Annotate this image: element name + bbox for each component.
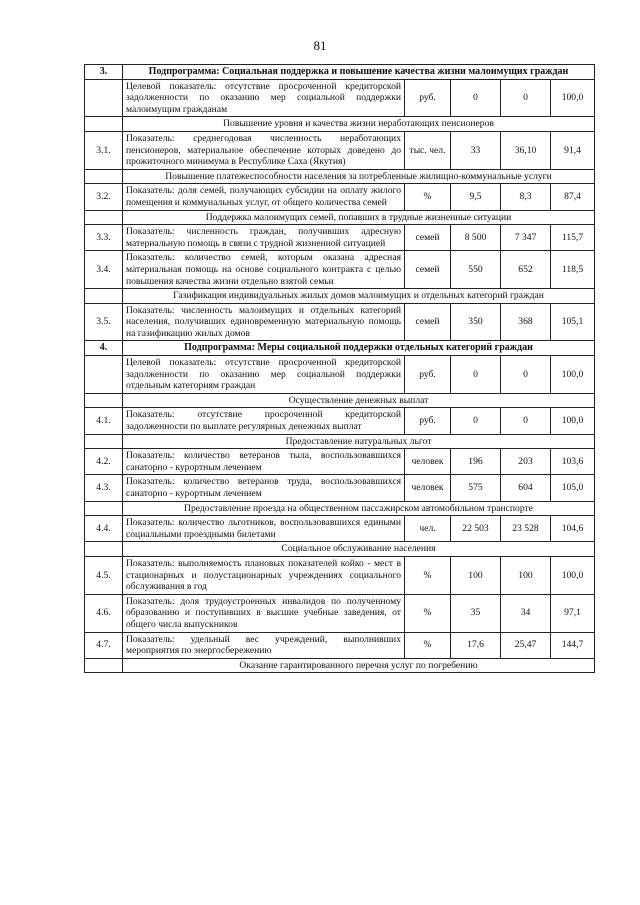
- percent-value: 104,6: [551, 516, 595, 542]
- indicator-row: [85, 79, 595, 117]
- section-row: [85, 542, 595, 557]
- subprogram-title: Подпрограмма: Социальная поддержка и повышение качества жизни малоимущих граждан: [123, 65, 595, 80]
- percent-value: 115,7: [551, 225, 595, 251]
- section-row: [85, 501, 595, 516]
- section-title: Повышение платежеспособности населения за потребленные жилищно-коммунальные услуги: [123, 169, 595, 184]
- plan-value: 17,6: [451, 632, 501, 658]
- indicator-text: Показатель: количество ветеранов труда, воспользовавшихся санаторно - курортным лечением: [123, 475, 405, 501]
- section-row: [85, 658, 595, 673]
- percent-value: 87,4: [551, 184, 595, 210]
- indicator-text: Показатель: среднегодовая численность неработающих пенсионеров, материальное обеспечение которых доведено до прожиточного минимума в Республике Саха (Якутия): [123, 131, 405, 169]
- fact-value: 8,3: [501, 184, 551, 210]
- unit-cell: человек: [405, 449, 451, 475]
- plan-value: 35: [451, 594, 501, 632]
- subprogram-row: [85, 65, 595, 80]
- fact-value: 100: [501, 556, 551, 594]
- empty-cell: [85, 501, 123, 516]
- indicators-table: [84, 64, 595, 673]
- subprogram-title: Подпрограмма: Меры социальной поддержки отдельных категорий граждан: [123, 341, 595, 356]
- section-title: Повышение уровня и качества жизни неработающих пенсионеров: [123, 117, 595, 132]
- indicator-row: [85, 475, 595, 501]
- plan-value: 33: [451, 131, 501, 169]
- indicator-row: [85, 131, 595, 169]
- section-row: [85, 169, 595, 184]
- plan-value: 22 503: [451, 516, 501, 542]
- row-number: 4.5.: [85, 556, 123, 594]
- indicator-row: [85, 184, 595, 210]
- row-number: 4.6.: [85, 594, 123, 632]
- section-row: [85, 117, 595, 132]
- empty-cell: [85, 658, 123, 673]
- indicator-text: Показатель: доля семей, получающих субсидии на оплату жилого помещения и коммунальных услуг, от общего количества семей: [123, 184, 405, 210]
- indicator-row: [85, 356, 595, 394]
- row-number: 3.1.: [85, 131, 123, 169]
- unit-cell: семей: [405, 303, 451, 341]
- row-number: [85, 356, 123, 394]
- plan-value: 350: [451, 303, 501, 341]
- indicator-text: Показатель: количество ветеранов тыла, воспользовавшихся санаторно - курортным лечением: [123, 449, 405, 475]
- indicator-row: [85, 303, 595, 341]
- plan-value: 575: [451, 475, 501, 501]
- section-title: Предоставление натуральных льгот: [123, 434, 595, 449]
- plan-value: 0: [451, 408, 501, 434]
- percent-value: 100,0: [551, 356, 595, 394]
- percent-value: 105,0: [551, 475, 595, 501]
- section-row: [85, 434, 595, 449]
- row-number: 4.2.: [85, 449, 123, 475]
- section-title: Осуществление денежных выплат: [123, 393, 595, 408]
- fact-value: 25,47: [501, 632, 551, 658]
- indicator-row: [85, 556, 595, 594]
- row-number: 3.3.: [85, 225, 123, 251]
- fact-value: 36,10: [501, 131, 551, 169]
- row-number: 3.: [85, 65, 123, 80]
- unit-cell: семей: [405, 251, 451, 289]
- percent-value: 97,1: [551, 594, 595, 632]
- indicator-text: Показатель: численность граждан, получивших адресную материальную помощь в связи с трудной жизненной ситуацией: [123, 225, 405, 251]
- percent-value: 100,0: [551, 556, 595, 594]
- row-number: 4.3.: [85, 475, 123, 501]
- indicator-row: [85, 516, 595, 542]
- plan-value: 0: [451, 356, 501, 394]
- unit-cell: %: [405, 184, 451, 210]
- unit-cell: семей: [405, 225, 451, 251]
- plan-value: 8 500: [451, 225, 501, 251]
- row-number: 4.7.: [85, 632, 123, 658]
- unit-cell: человек: [405, 475, 451, 501]
- subprogram-row: [85, 341, 595, 356]
- unit-cell: %: [405, 632, 451, 658]
- fact-value: 203: [501, 449, 551, 475]
- fact-value: 0: [501, 356, 551, 394]
- indicators-table-body: [85, 65, 595, 673]
- plan-value: 9,5: [451, 184, 501, 210]
- unit-cell: руб.: [405, 356, 451, 394]
- row-number: [85, 79, 123, 117]
- indicator-text: Целевой показатель: отсутствие просроченной кредиторской задолженности по оказанию мер социальной поддержки малоимущим гражданам: [123, 79, 405, 117]
- indicator-text: Показатель: отсутствие просроченной кредиторской задолженности по выплате регулярных денежных выплат: [123, 408, 405, 434]
- percent-value: 118,5: [551, 251, 595, 289]
- indicator-row: [85, 408, 595, 434]
- unit-cell: %: [405, 594, 451, 632]
- indicator-row: [85, 632, 595, 658]
- indicator-text: Целевой показатель: отсутствие просроченной кредиторской задолженности по оказанию мер социальной поддержки отдельным категориям граждан: [123, 356, 405, 394]
- plan-value: 100: [451, 556, 501, 594]
- indicator-text: Показатель: удельный вес учреждений, выполнивших мероприятия по энергосбережению: [123, 632, 405, 658]
- plan-value: 550: [451, 251, 501, 289]
- indicator-text: Показатель: доля трудоустроенных инвалидов по полученному образованию и поступивших в высшие учебные заведения, от общего числа выпускников: [123, 594, 405, 632]
- plan-value: 196: [451, 449, 501, 475]
- percent-value: 100,0: [551, 408, 595, 434]
- indicator-text: Показатель: численность малоимущих и отдельных категорий населения, получивших единовременную материальную помощь на газификацию жилых домов: [123, 303, 405, 341]
- empty-cell: [85, 169, 123, 184]
- indicator-text: Показатель: количество семей, которым оказана адресная материальная помощь на основе социального контракта с целью повышения качества жизни отдельно взятой семьи: [123, 251, 405, 289]
- indicator-text: Показатель: количество льготников, воспользовавшихся едиными социальными проездными билетами: [123, 516, 405, 542]
- indicator-row: [85, 449, 595, 475]
- section-title: Поддержка малоимущих семей, попавших в трудные жизненные ситуации: [123, 210, 595, 225]
- unit-cell: руб.: [405, 79, 451, 117]
- empty-cell: [85, 289, 123, 304]
- row-number: 3.4.: [85, 251, 123, 289]
- fact-value: 34: [501, 594, 551, 632]
- fact-value: 652: [501, 251, 551, 289]
- percent-value: 91,4: [551, 131, 595, 169]
- row-number: 4.4.: [85, 516, 123, 542]
- page-number: 81: [313, 38, 327, 53]
- indicator-text: Показатель: выполняемость плановых показателей койко - мест в стационарных и полустационарных учреждениях социального обслуживания в год: [123, 556, 405, 594]
- plan-value: 0: [451, 79, 501, 117]
- fact-value: 604: [501, 475, 551, 501]
- fact-value: 0: [501, 408, 551, 434]
- section-title: Газификация индивидуальных жилых домов малоимущих и отдельных категорий граждан: [123, 289, 595, 304]
- row-number: 4.1.: [85, 408, 123, 434]
- fact-value: 23 528: [501, 516, 551, 542]
- indicator-row: [85, 251, 595, 289]
- unit-cell: тыс. чел.: [405, 131, 451, 169]
- empty-cell: [85, 393, 123, 408]
- empty-cell: [85, 434, 123, 449]
- empty-cell: [85, 117, 123, 132]
- unit-cell: %: [405, 556, 451, 594]
- section-row: [85, 210, 595, 225]
- unit-cell: руб.: [405, 408, 451, 434]
- section-row: [85, 393, 595, 408]
- percent-value: 103,6: [551, 449, 595, 475]
- section-title: Социальное обслуживание населения: [123, 542, 595, 557]
- unit-cell: чел.: [405, 516, 451, 542]
- empty-cell: [85, 542, 123, 557]
- percent-value: 105,1: [551, 303, 595, 341]
- row-number: 4.: [85, 341, 123, 356]
- section-row: [85, 289, 595, 304]
- percent-value: 100,0: [551, 79, 595, 117]
- fact-value: 7 347: [501, 225, 551, 251]
- row-number: 3.2.: [85, 184, 123, 210]
- section-title: Предоставление проезда на общественном пассажирском автомобильном транспорте: [123, 501, 595, 516]
- empty-cell: [85, 210, 123, 225]
- indicator-row: [85, 594, 595, 632]
- section-title: Оказание гарантированного перечня услуг по погребению: [123, 658, 595, 673]
- fact-value: 0: [501, 79, 551, 117]
- percent-value: 144,7: [551, 632, 595, 658]
- indicator-row: [85, 225, 595, 251]
- row-number: 3.5.: [85, 303, 123, 341]
- fact-value: 368: [501, 303, 551, 341]
